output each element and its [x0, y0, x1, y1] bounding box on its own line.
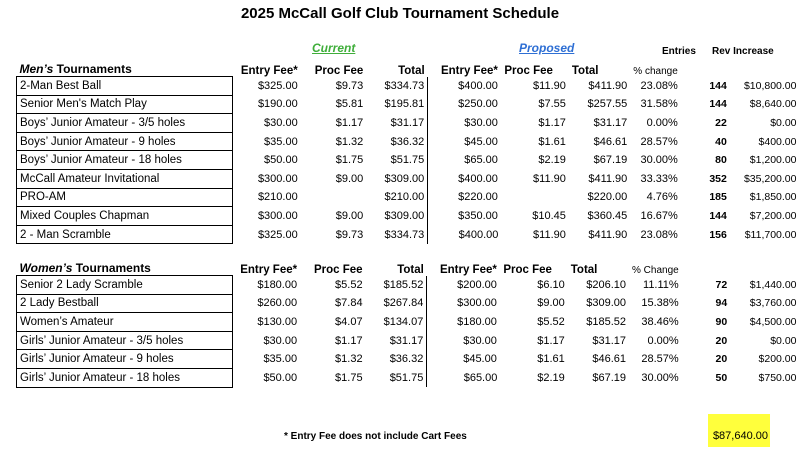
cur-total-header: Total — [397, 263, 424, 276]
proposed-proc-fee: $9.00 — [537, 297, 565, 310]
proposed-entry-fee: $400.00 — [458, 79, 498, 92]
proposed-proc-fee: $1.61 — [538, 135, 566, 148]
revenue-increase: $4,500.00 — [749, 315, 797, 328]
table-row — [17, 331, 800, 350]
entries-count: 50 — [715, 371, 728, 384]
proposed-total: $46.61 — [592, 353, 626, 366]
current-proc-fee: $1.17 — [335, 334, 363, 347]
table-row — [17, 95, 800, 114]
proposed-entry-fee: $300.00 — [457, 297, 497, 310]
proposed-proc-fee: $7.55 — [538, 98, 566, 111]
current-total: $31.17 — [366, 331, 427, 350]
table-row — [17, 169, 800, 188]
current-entry-fee: $30.00 — [232, 331, 300, 350]
current-entry-fee: $300.00 — [233, 207, 301, 226]
percent-change: 0.00% — [647, 334, 679, 347]
entries-count: 22 — [715, 116, 727, 129]
table-row — [17, 225, 800, 244]
revenue-increase: $750.00 — [758, 371, 797, 384]
current-entry-fee: $190.00 — [233, 95, 301, 114]
entries-count: 156 — [709, 228, 727, 241]
percent-change: 16.67% — [640, 209, 678, 222]
proposed-total: $411.90 — [588, 228, 628, 241]
cur-proc-fee-header: Proc Fee — [313, 263, 363, 276]
entries-col-header — [681, 62, 730, 77]
cur-entry-fee-header: Entry Fee* — [240, 64, 298, 77]
proposed-entry-fee: $45.00 — [463, 353, 497, 366]
proposed-entry-fee: $30.00 — [464, 116, 498, 129]
tournament-name: Boys’ Junior Amateur - 18 holes — [17, 151, 233, 170]
table-row — [17, 207, 800, 226]
current-entry-fee: $30.00 — [233, 114, 301, 133]
proposed-proc-fee: $10.45 — [532, 209, 566, 222]
proposed-entry-fee: $350.00 — [458, 209, 498, 222]
current-entry-fee: $35.00 — [233, 132, 301, 151]
page-title: 2025 McCall Golf Club Tournament Schedule — [240, 5, 560, 22]
proposed-proc-fee: $11.90 — [533, 79, 566, 92]
table-row — [17, 368, 800, 387]
tournament-name: Senior Men's Match Play — [17, 95, 233, 114]
current-total: $267.84 — [366, 294, 427, 313]
tournament-name: Women’s Amateur — [17, 313, 233, 332]
mens-tournaments-table — [16, 62, 800, 244]
entries-count: 144 — [709, 79, 727, 92]
proposed-proc-fee: $6.10 — [537, 278, 565, 291]
proposed-entry-fee: $30.00 — [463, 334, 497, 347]
tournament-name: McCall Amateur Invitational — [17, 169, 233, 188]
table-header-row — [17, 62, 800, 77]
revenue-increase: $8,640.00 — [749, 98, 797, 111]
entries-count: 94 — [715, 297, 728, 310]
current-entry-fee: $180.00 — [232, 276, 300, 295]
prop-total-header: Total — [570, 263, 598, 276]
proposed-proc-fee: $11.90 — [533, 228, 566, 241]
tournament-name: 2-Man Best Ball — [17, 77, 233, 96]
percent-change: 0.00% — [646, 116, 678, 129]
table-row — [17, 313, 800, 332]
revenue-increase: $200.00 — [758, 353, 797, 366]
current-entry-fee: $260.00 — [232, 294, 300, 313]
current-proc-fee: $1.17 — [335, 116, 364, 129]
proposed-proc-fee: $11.90 — [533, 172, 566, 185]
percent-change: 15.38% — [641, 297, 679, 310]
proposed-entry-fee: $400.00 — [458, 228, 499, 241]
table-row — [17, 114, 800, 133]
current-total: $334.73 — [366, 225, 427, 244]
current-proc-fee: $1.32 — [335, 353, 363, 366]
percent-change: 4.76% — [646, 191, 678, 204]
revenue-increase: $1,440.00 — [749, 278, 797, 291]
entries-count: 40 — [715, 135, 727, 148]
table-row — [17, 276, 800, 295]
entries-count: 185 — [709, 191, 727, 204]
prop-proc-fee-header: Proc Fee — [504, 64, 553, 77]
proposed-entry-fee: $65.00 — [464, 154, 498, 167]
current-total: $210.00 — [366, 188, 427, 207]
section-heading-prefix: Women’s — [19, 261, 73, 275]
current-entry-fee: $50.00 — [232, 368, 300, 387]
section-heading — [17, 62, 233, 77]
proposed-total: $185.52 — [586, 315, 626, 328]
rev-increase-header: Rev Increase — [712, 46, 774, 57]
table-row — [17, 132, 800, 151]
current-total: $51.75 — [366, 151, 427, 170]
current-total: $36.32 — [366, 132, 427, 151]
section-heading-suffix: Tournaments — [72, 261, 151, 275]
section-heading-prefix: Men’s — [19, 62, 54, 76]
section-heading — [17, 261, 233, 276]
percent-change: 31.58% — [640, 98, 678, 111]
cur-proc-fee-header: Proc Fee — [314, 64, 364, 77]
revenue-increase: $10,800.00 — [743, 79, 797, 92]
revenue-increase: $35,200.00 — [743, 172, 797, 185]
current-proc-fee: $1.32 — [335, 135, 364, 148]
proposed-entry-fee: $250.00 — [458, 98, 498, 111]
percent-change: 38.46% — [641, 315, 679, 328]
current-proc-fee: $9.00 — [335, 172, 364, 185]
revenue-increase: $400.00 — [758, 135, 797, 148]
cur-entry-fee-header: Entry Fee* — [240, 263, 298, 276]
entries-count: 20 — [715, 353, 728, 366]
entries-count: 144 — [709, 209, 727, 222]
tournament-name: Mixed Couples Chapman — [17, 207, 233, 226]
prop-total-header: Total — [571, 64, 599, 77]
current-total: $195.81 — [366, 95, 427, 114]
proposed-proc-fee: $5.52 — [537, 315, 565, 328]
current-proc-fee: $9.00 — [335, 209, 364, 222]
current-proc-fee: $9.73 — [335, 228, 364, 241]
prop-entry-fee-header: Entry Fee* — [439, 263, 497, 276]
tournament-name: Senior 2 Lady Scramble — [17, 276, 233, 295]
prop-proc-fee-header: Proc Fee — [503, 263, 552, 276]
proposed-proc-fee — [501, 188, 569, 207]
current-proc-fee: $7.84 — [335, 297, 363, 310]
current-entry-fee: $35.00 — [232, 350, 300, 369]
tournament-name: 2 - Man Scramble — [17, 225, 233, 244]
table-row — [17, 294, 800, 313]
proposed-total: $360.45 — [587, 209, 628, 222]
proposed-proc-fee: $1.17 — [538, 116, 566, 129]
current-total: $51.75 — [366, 368, 427, 387]
proposed-entry-fee: $65.00 — [463, 371, 498, 384]
prop-entry-fee-header: Entry Fee* — [440, 64, 498, 77]
current-total: $31.17 — [366, 114, 427, 133]
current-entry-fee: $325.00 — [233, 77, 301, 96]
current-entry-fee: $300.00 — [233, 169, 301, 188]
entries-col-header — [682, 261, 731, 276]
proposed-proc-fee: $1.61 — [537, 353, 565, 366]
proposed-entry-fee: $45.00 — [464, 135, 498, 148]
entries-count: 80 — [715, 154, 727, 167]
pct-change-header: % Change — [632, 264, 679, 276]
proposed-total: $411.90 — [588, 172, 628, 185]
current-total: $334.73 — [366, 77, 427, 96]
entries-header: Entries — [662, 46, 696, 57]
current-entry-fee: $130.00 — [232, 313, 300, 332]
pct-change-header: % change — [633, 65, 678, 77]
current-total: $36.32 — [366, 350, 427, 369]
revenue-increase: $11,700.00 — [744, 228, 797, 241]
current-group-label: Current — [312, 41, 356, 55]
entries-count: 20 — [715, 334, 728, 347]
proposed-total: $67.19 — [592, 371, 626, 384]
cur-total-header: Total — [398, 64, 425, 77]
proposed-entry-fee: $400.00 — [458, 172, 498, 185]
tournament-name: 2 Lady Bestball — [17, 294, 233, 313]
tournament-name: Girls’ Junior Amateur - 9 holes — [17, 350, 233, 369]
revenue-increase: $1,850.00 — [749, 191, 797, 204]
current-total: $309.00 — [366, 207, 427, 226]
womens-tournaments-table — [16, 261, 800, 388]
current-total: $134.07 — [366, 313, 427, 332]
entries-count: 90 — [715, 315, 728, 328]
current-total: $309.00 — [366, 169, 427, 188]
rev-col-header — [730, 62, 800, 77]
percent-change: 23.08% — [640, 228, 678, 241]
proposed-total: $411.90 — [588, 79, 628, 92]
entries-count: 144 — [709, 98, 727, 111]
proposed-group-label: Proposed — [519, 41, 575, 55]
proposed-total: $31.17 — [593, 116, 628, 129]
entries-count: 352 — [709, 172, 727, 185]
tournament-name: Girls’ Junior Amateur - 18 holes — [17, 368, 233, 387]
current-proc-fee: $1.75 — [335, 154, 364, 167]
proposed-entry-fee: $180.00 — [457, 315, 497, 328]
proposed-total: $31.17 — [592, 334, 626, 347]
proposed-entry-fee: $200.00 — [457, 278, 497, 291]
proposed-proc-fee: $2.19 — [538, 154, 566, 167]
table-header-row — [17, 261, 800, 276]
rev-col-header — [730, 261, 799, 276]
current-proc-fee: $1.75 — [335, 371, 363, 384]
percent-change: 28.57% — [641, 353, 679, 366]
percent-change: 23.08% — [640, 79, 678, 92]
revenue-increase: $1,200.00 — [749, 154, 797, 167]
tournament-name: Boys’ Junior Amateur - 3/5 holes — [17, 114, 233, 133]
proposed-total: $46.61 — [593, 135, 628, 148]
table-row — [17, 77, 800, 96]
table-row — [17, 188, 800, 207]
section-heading-suffix: Tournaments — [53, 62, 132, 76]
current-entry-fee: $50.00 — [233, 151, 301, 170]
table-row — [17, 151, 800, 170]
percent-change: 33.33% — [640, 172, 678, 185]
percent-change: 11.11% — [643, 278, 679, 291]
table-row — [17, 350, 800, 369]
tournament-name: PRO-AM — [17, 188, 233, 207]
proposed-total: $220.00 — [587, 191, 628, 204]
percent-change: 28.57% — [640, 135, 678, 148]
revenue-increase: $0.00 — [770, 116, 797, 129]
proposed-total: $257.55 — [587, 98, 628, 111]
revenue-increase: $3,760.00 — [749, 297, 797, 310]
current-proc-fee: $9.73 — [335, 79, 364, 92]
revenue-increase: $7,200.00 — [749, 209, 797, 222]
proposed-total: $67.19 — [593, 154, 628, 167]
tournament-name: Girls’ Junior Amateur - 3/5 holes — [17, 331, 233, 350]
proposed-proc-fee: $1.17 — [537, 334, 565, 347]
entries-count: 72 — [715, 278, 728, 291]
tournament-name: Boys’ Junior Amateur - 9 holes — [17, 132, 233, 151]
percent-change: 30.00% — [640, 154, 678, 167]
current-proc-fee: $5.52 — [335, 278, 363, 291]
proposed-total: $309.00 — [586, 297, 626, 310]
revenue-increase: $0.00 — [770, 334, 797, 347]
current-proc-fee: $4.07 — [335, 315, 363, 328]
current-entry-fee: $210.00 — [233, 188, 301, 207]
grand-total-highlight: $87,640.00 — [708, 414, 770, 447]
proposed-entry-fee: $220.00 — [458, 191, 498, 204]
current-entry-fee: $325.00 — [233, 225, 301, 244]
current-proc-fee: $5.81 — [335, 98, 364, 111]
proposed-proc-fee: $2.19 — [537, 371, 565, 384]
current-proc-fee — [301, 188, 367, 207]
entry-fee-footnote: * Entry Fee does not include Cart Fees — [284, 431, 467, 442]
proposed-total: $206.10 — [586, 278, 626, 291]
percent-change: 30.00% — [641, 371, 679, 384]
current-total: $185.52 — [366, 276, 427, 295]
